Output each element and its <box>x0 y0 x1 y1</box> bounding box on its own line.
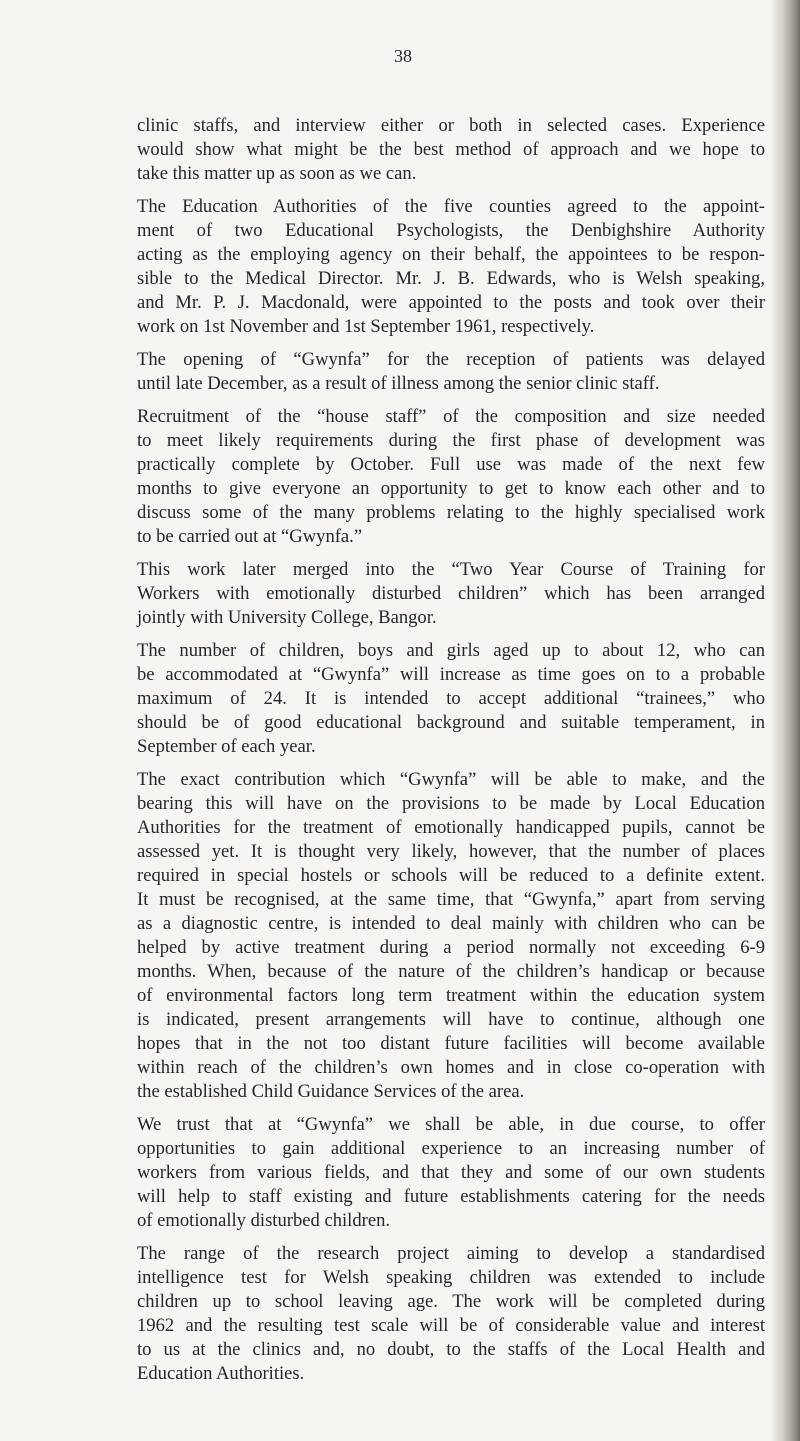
text-line: of emotionally disturbed children. <box>137 1210 391 1231</box>
text-line: discuss some of the many problems relating to the highly specialised work <box>137 502 765 523</box>
text-line: to us at the clinics and, no doubt, to the staffs of the Local Health and <box>137 1339 765 1360</box>
paragraph <box>137 405 765 549</box>
paragraph <box>137 1242 765 1386</box>
paragraph <box>137 195 765 339</box>
text-line: to be carried out at “Gwynfa.” <box>137 526 363 547</box>
text-line: assessed yet. It is thought very likely, however, that the number of places <box>137 841 765 862</box>
text-line: jointly with University College, Bangor. <box>137 607 437 628</box>
text-line: until late December, as a result of illness among the senior clinic staff. <box>137 373 660 394</box>
text-line: take this matter up as soon as we can. <box>137 163 417 184</box>
text-line: The opening of “Gwynfa” for the reception of patients was delayed <box>137 349 765 370</box>
paragraph <box>137 639 765 759</box>
paragraph <box>137 558 765 630</box>
text-line: the established Child Guidance Services of the area. <box>137 1081 525 1102</box>
text-line: acting as the employing agency on their behalf, the appointees to be respon- <box>137 244 765 265</box>
text-line: intelligence test for Welsh speaking children was extended to include <box>137 1267 765 1288</box>
text-line: Recruitment of the “house staff” of the composition and size needed <box>137 406 765 427</box>
text-line: is indicated, present arrangements will have to continue, although one <box>137 1009 765 1030</box>
page-edge-shadow <box>770 0 800 1441</box>
text-line: We trust that at “Gwynfa” we shall be able, in due course, to offer <box>137 1114 765 1135</box>
text-line: should be of good educational background and suitable temperament, in <box>137 712 765 733</box>
text-line: The number of children, boys and girls aged up to about 12, who can <box>137 640 765 661</box>
text-line: 1962 and the resulting test scale will be of considerable value and interest <box>137 1315 765 1336</box>
text-line: required in special hostels or schools will be reduced to a definite extent. <box>137 865 765 886</box>
text-line: children up to school leaving age. The work will be completed during <box>137 1291 765 1312</box>
text-line: clinic staffs, and interview either or both in selected cases. Experience <box>137 115 765 136</box>
text-line: It must be recognised, at the same time, that “Gwynfa,” apart from serving <box>137 889 765 910</box>
document-body <box>137 114 765 1395</box>
text-line: of environmental factors long term treatment within the education system <box>137 985 765 1006</box>
text-line: as a diagnostic centre, is intended to deal mainly with children who can be <box>137 913 765 934</box>
text-line: and Mr. P. J. Macdonald, were appointed to the posts and took over their <box>137 292 765 313</box>
text-line: to meet likely requirements during the first phase of development was <box>137 430 765 451</box>
text-line: work on 1st November and 1st September 1961, respectively. <box>137 316 595 337</box>
paragraph <box>137 1113 765 1233</box>
text-line: would show what might be the best method of approach and we hope to <box>137 139 765 160</box>
text-line: months. When, because of the nature of the children’s handicap or because <box>137 961 765 982</box>
text-line: months to give everyone an opportunity to get to know each other and to <box>137 478 765 499</box>
paragraph <box>137 114 765 186</box>
text-line: Workers with emotionally disturbed children” which has been arranged <box>137 583 765 604</box>
text-line: workers from various fields, and that they and some of our own students <box>137 1162 765 1183</box>
text-line: will help to staff existing and future establishments catering for the needs <box>137 1186 765 1207</box>
text-line: bearing this will have on the provisions to be made by Local Education <box>137 793 765 814</box>
text-line: The Education Authorities of the five counties agreed to the appoint- <box>137 196 765 217</box>
text-line: The range of the research project aiming to develop a standardised <box>137 1243 765 1264</box>
text-line: ment of two Educational Psychologists, the Denbighshire Authority <box>137 220 765 241</box>
paragraph <box>137 348 765 396</box>
text-line: practically complete by October. Full use was made of the next few <box>137 454 765 475</box>
text-line: hopes that in the not too distant future facilities will become available <box>137 1033 765 1054</box>
text-line: helped by active treatment during a period normally not exceeding 6-9 <box>137 937 765 958</box>
text-line: within reach of the children’s own homes and in close co-operation with <box>137 1057 765 1078</box>
text-line: This work later merged into the “Two Year Course of Training for <box>137 559 765 580</box>
text-line: be accommodated at “Gwynfa” will increase as time goes on to a probable <box>137 664 765 685</box>
page-number: 38 <box>394 46 412 66</box>
text-line: Authorities for the treatment of emotionally handicapped pupils, cannot be <box>137 817 765 838</box>
text-line: The exact contribution which “Gwynfa” will be able to make, and the <box>137 769 765 790</box>
text-line: Education Authorities. <box>137 1363 305 1384</box>
text-line: maximum of 24. It is intended to accept additional “trainees,” who <box>137 688 765 709</box>
text-line: opportunities to gain additional experience to an increasing number of <box>137 1138 765 1159</box>
paragraph <box>137 768 765 1104</box>
text-line: September of each year. <box>137 736 316 757</box>
text-line: sible to the Medical Director. Mr. J. B. Edwards, who is Welsh speaking, <box>137 268 765 289</box>
